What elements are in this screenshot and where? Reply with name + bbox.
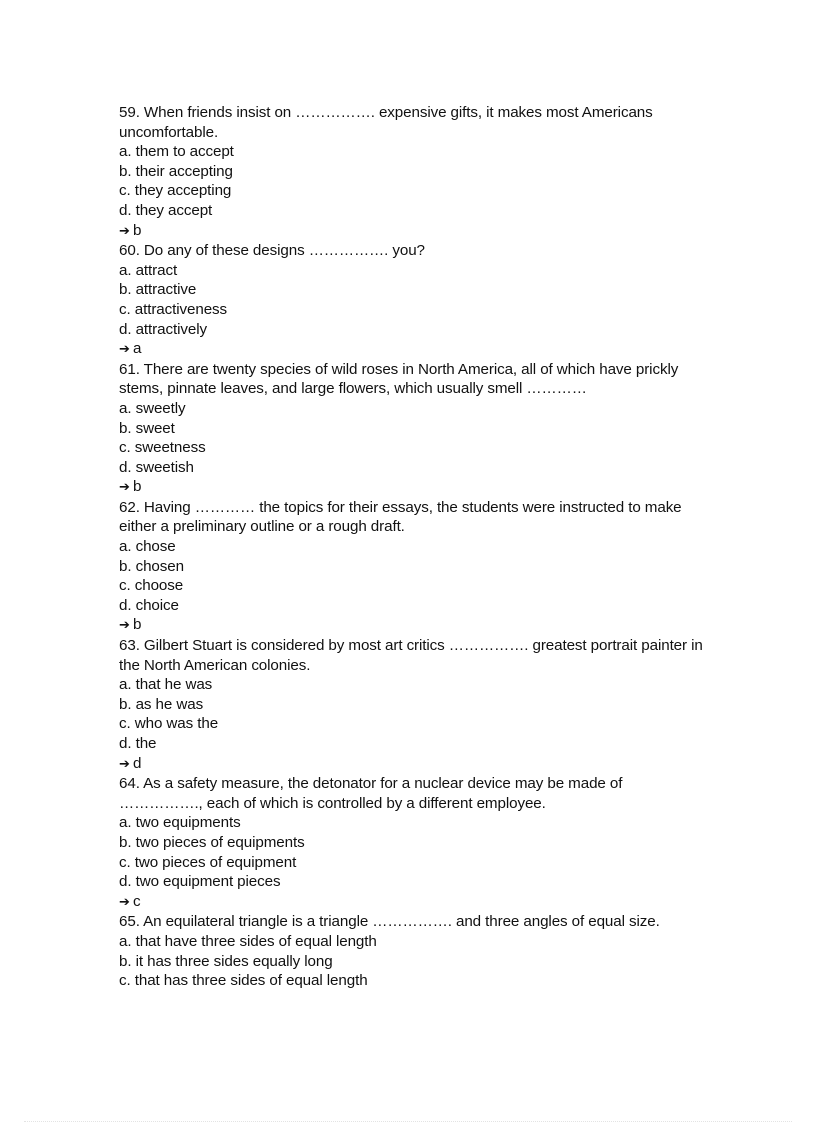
option-d: d. two equipment pieces: [119, 873, 281, 891]
option-a: a. them to accept: [119, 143, 234, 161]
option-d: d. they accept: [119, 201, 213, 219]
option-a: a. two equipments: [119, 814, 241, 832]
question-stem: 59. When friends insist on ……………. expensive gifts, it makes most Americans uncomfortable.: [119, 104, 653, 141]
option-b: b. sweet: [119, 419, 175, 437]
answer-line: [119, 477, 709, 498]
question-59: [119, 103, 709, 241]
question-stem: 64. As a safety measure, the detonator for a nuclear device may be made of ……………., each of which is controlled by a different employee.: [119, 775, 623, 812]
answer-line: [119, 892, 709, 913]
right-arrow-icon: ➔: [119, 342, 130, 358]
option-b: b. chosen: [119, 557, 184, 575]
option-b: b. two pieces of equipments: [119, 833, 305, 851]
answer-letter: a: [133, 340, 142, 358]
answer-line: [119, 221, 709, 242]
question-62: [119, 498, 709, 636]
question-64: [119, 774, 709, 912]
option-b: b. attractive: [119, 281, 197, 299]
question-stem: 62. Having ………… the topics for their essays, the students were instructed to make either a preliminary outline or a rough draft.: [119, 498, 682, 536]
option-d: d. the: [119, 735, 157, 752]
option-c: c. attractiveness: [119, 300, 228, 318]
option-a: a. that he was: [119, 676, 213, 694]
option-c: c. two pieces of equipment: [119, 853, 297, 871]
answer-letter: d: [133, 754, 142, 772]
question-stem: 63. Gilbert Stuart is considered by most art critics ……………. greatest portrait painter in the North American colonies.: [119, 637, 703, 674]
option-c: c. sweetness: [119, 439, 206, 457]
question-65: [119, 912, 709, 990]
right-arrow-icon: ➔: [119, 894, 130, 910]
option-c: c. who was the: [119, 715, 219, 733]
question-stem: 60. Do any of these designs ……………. you?: [119, 242, 425, 260]
answer-letter: b: [133, 478, 142, 496]
page-bottom-divider: [24, 1121, 792, 1122]
question-list: [119, 103, 709, 991]
answer-line: [119, 615, 709, 636]
right-arrow-icon: ➔: [119, 223, 130, 239]
answer-letter: c: [133, 892, 141, 910]
option-b: b. their accepting: [119, 162, 233, 180]
option-b: b. it has three sides equally long: [119, 952, 333, 970]
question-63: [119, 636, 709, 774]
answer-line: [119, 754, 709, 775]
right-arrow-icon: ➔: [119, 756, 130, 772]
option-a: a. chose: [119, 538, 176, 556]
answer-line: [119, 339, 709, 360]
option-c: c. they accepting: [119, 182, 232, 200]
option-d: d. sweetish: [119, 458, 194, 476]
question-61: [119, 360, 709, 498]
right-arrow-icon: ➔: [119, 618, 130, 634]
right-arrow-icon: ➔: [119, 480, 130, 496]
answer-letter: b: [133, 221, 142, 239]
question-stem: 65. An equilateral triangle is a triangle ……………. and three angles of equal size.: [119, 913, 660, 931]
option-c: c. that has three sides of equal length: [119, 972, 368, 990]
option-c: c. choose: [119, 577, 184, 595]
option-d: d. attractively: [119, 320, 207, 338]
option-a: a. that have three sides of equal length: [119, 932, 377, 950]
option-d: d. choice: [119, 596, 179, 614]
option-a: a. sweetly: [119, 399, 186, 417]
question-stem: 61. There are twenty species of wild roses in North America, all of which have prickly stems, pinnate leaves, and large flowers, which usually smell …………: [119, 360, 679, 398]
option-b: b. as he was: [119, 695, 204, 713]
option-a: a. attract: [119, 261, 178, 279]
answer-letter: b: [133, 616, 142, 634]
question-60: [119, 241, 709, 360]
